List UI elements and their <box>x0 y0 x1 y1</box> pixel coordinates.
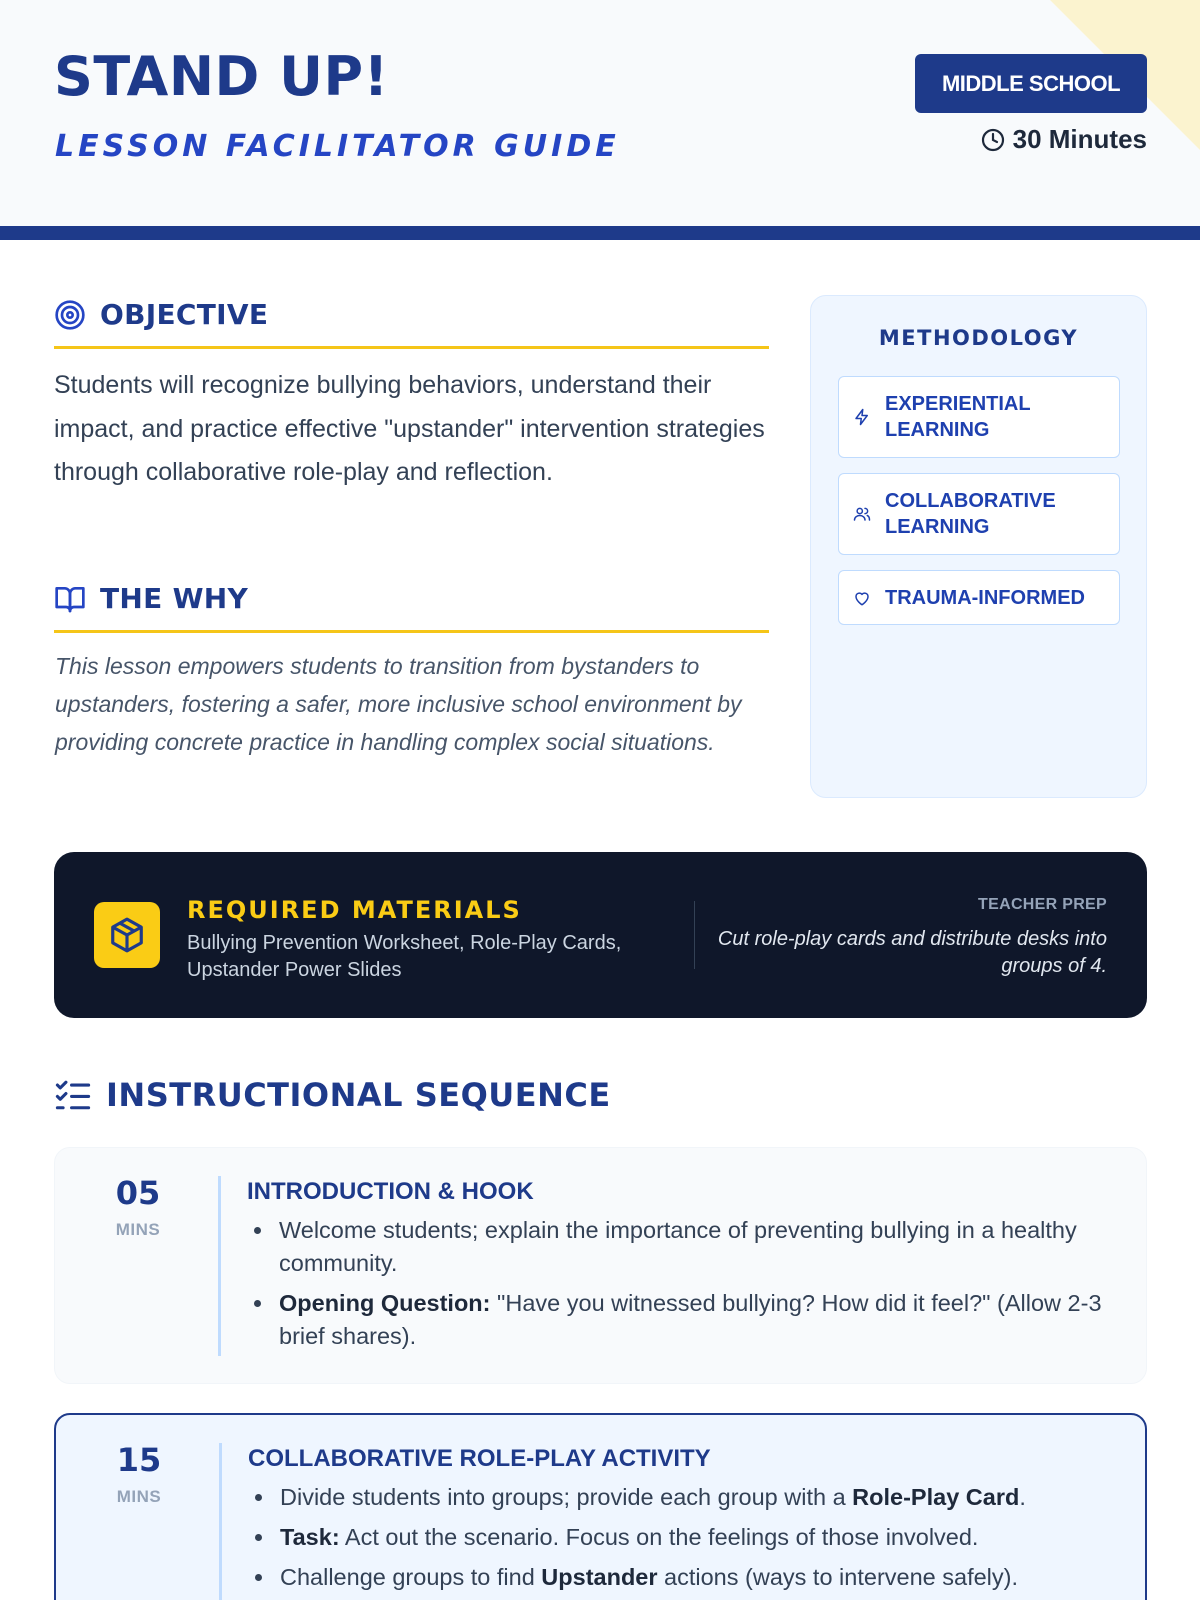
step-title: INTRODUCTION & HOOK <box>247 1178 534 1205</box>
bullet-bold: Task: <box>280 1524 340 1550</box>
bullet-bold: Upstander <box>541 1564 658 1590</box>
page-subtitle: LESSON FACILITATOR GUIDE <box>55 129 620 164</box>
bullet-text: Welcome students; explain the importance of preventing bullying in a healthy community. <box>279 1217 1077 1276</box>
checklist-icon <box>54 1078 92 1112</box>
bullet-text: Act out the scenario. Focus on the feelings of those involved. <box>339 1524 979 1550</box>
label-line-1: EXPERIENTIAL <box>885 393 1031 415</box>
level-badge: MIDDLE SCHOOL <box>915 54 1147 113</box>
materials-panel <box>54 852 1147 1018</box>
step-bullet-list <box>275 1214 1115 1360</box>
teacher-prep-label: TEACHER PREP <box>978 896 1107 913</box>
bullet-bold: Opening Question: <box>279 1290 491 1316</box>
methodology-card <box>810 295 1147 798</box>
materials-icon-box <box>94 902 160 968</box>
label-line-1: COLLABORATIVE <box>885 490 1056 512</box>
bullet-text: Divide students into groups; provide each group with a <box>280 1484 853 1510</box>
why-rule <box>54 630 769 633</box>
step-minutes: 15 <box>116 1441 162 1479</box>
methodology-item-experiential <box>838 376 1120 458</box>
step-bullet-list <box>276 1481 1116 1600</box>
list-item <box>276 1561 1116 1594</box>
target-icon <box>54 299 86 331</box>
sequence-step-role-play <box>54 1413 1147 1600</box>
methodology-item-label <box>885 391 1031 443</box>
clock-icon <box>981 128 1005 152</box>
book-icon <box>54 583 86 615</box>
duration <box>981 124 1147 155</box>
sequence-heading-label: INSTRUCTIONAL SEQUENCE <box>106 1076 611 1114</box>
materials-divider <box>694 901 695 969</box>
why-heading-label: THE WHY <box>100 582 249 615</box>
list-item <box>275 1287 1115 1353</box>
label-line-2: LEARNING <box>885 516 990 538</box>
page-title: STAND UP! <box>54 45 389 108</box>
package-icon <box>108 916 146 954</box>
bullet-text: Challenge groups to find <box>280 1564 542 1590</box>
why-text: This lesson empowers students to transition from bystanders to upstanders, fostering a safer, more inclusive school environment by providing concrete practice in handling complex social situations. <box>55 653 742 755</box>
users-icon <box>853 505 871 523</box>
list-item <box>276 1521 1116 1554</box>
sequence-heading <box>54 1076 611 1114</box>
bullet-text: "Have you witnessed bullying? How did it feel?" (Allow 2-3 brief shares). <box>279 1290 1102 1349</box>
materials-title: REQUIRED MATERIALS <box>187 896 522 924</box>
heart-icon <box>853 589 871 607</box>
bullet-text: . <box>1019 1484 1026 1510</box>
methodology-item-collaborative <box>838 473 1120 555</box>
duration-text: 30 Minutes <box>1012 124 1147 154</box>
bullet-bold: Role-Play Card <box>852 1484 1020 1510</box>
methodology-item-label <box>885 488 1056 540</box>
header <box>0 0 1200 226</box>
label-line-2: LEARNING <box>885 419 990 441</box>
bullet-text: actions (ways to intervene safely). <box>657 1564 1019 1590</box>
methodology-item-label: TRAUMA-INFORMED <box>885 586 1085 609</box>
step-minutes-unit: MINS <box>115 1220 161 1239</box>
step-minutes-unit: MINS <box>116 1487 162 1506</box>
objective-heading-label: OBJECTIVE <box>100 298 269 331</box>
objective-rule <box>54 346 769 349</box>
methodology-title: METHODOLOGY <box>878 326 1079 350</box>
step-minutes: 05 <box>115 1174 161 1212</box>
list-item <box>276 1481 1116 1514</box>
objective-heading <box>54 298 268 331</box>
sequence-step-intro <box>54 1147 1147 1384</box>
why-heading <box>54 582 248 615</box>
list-item <box>275 1214 1115 1280</box>
step-divider <box>219 1443 222 1600</box>
objective-text: Students will recognize bullying behaviors, understand their impact, and practice effective "upstander" intervention strategies through collaborative role-play and reflection. <box>54 371 765 486</box>
lightning-icon <box>853 408 871 426</box>
methodology-item-trauma-informed <box>838 570 1120 625</box>
header-divider-bar <box>0 226 1200 240</box>
materials-list: Bullying Prevention Worksheet, Role-Play Cards, Upstander Power Slides <box>187 932 622 981</box>
teacher-prep-text: Cut role-play cards and distribute desks into groups of 4. <box>717 928 1107 977</box>
step-divider <box>218 1176 221 1356</box>
step-title: COLLABORATIVE ROLE-PLAY ACTIVITY <box>248 1445 711 1472</box>
